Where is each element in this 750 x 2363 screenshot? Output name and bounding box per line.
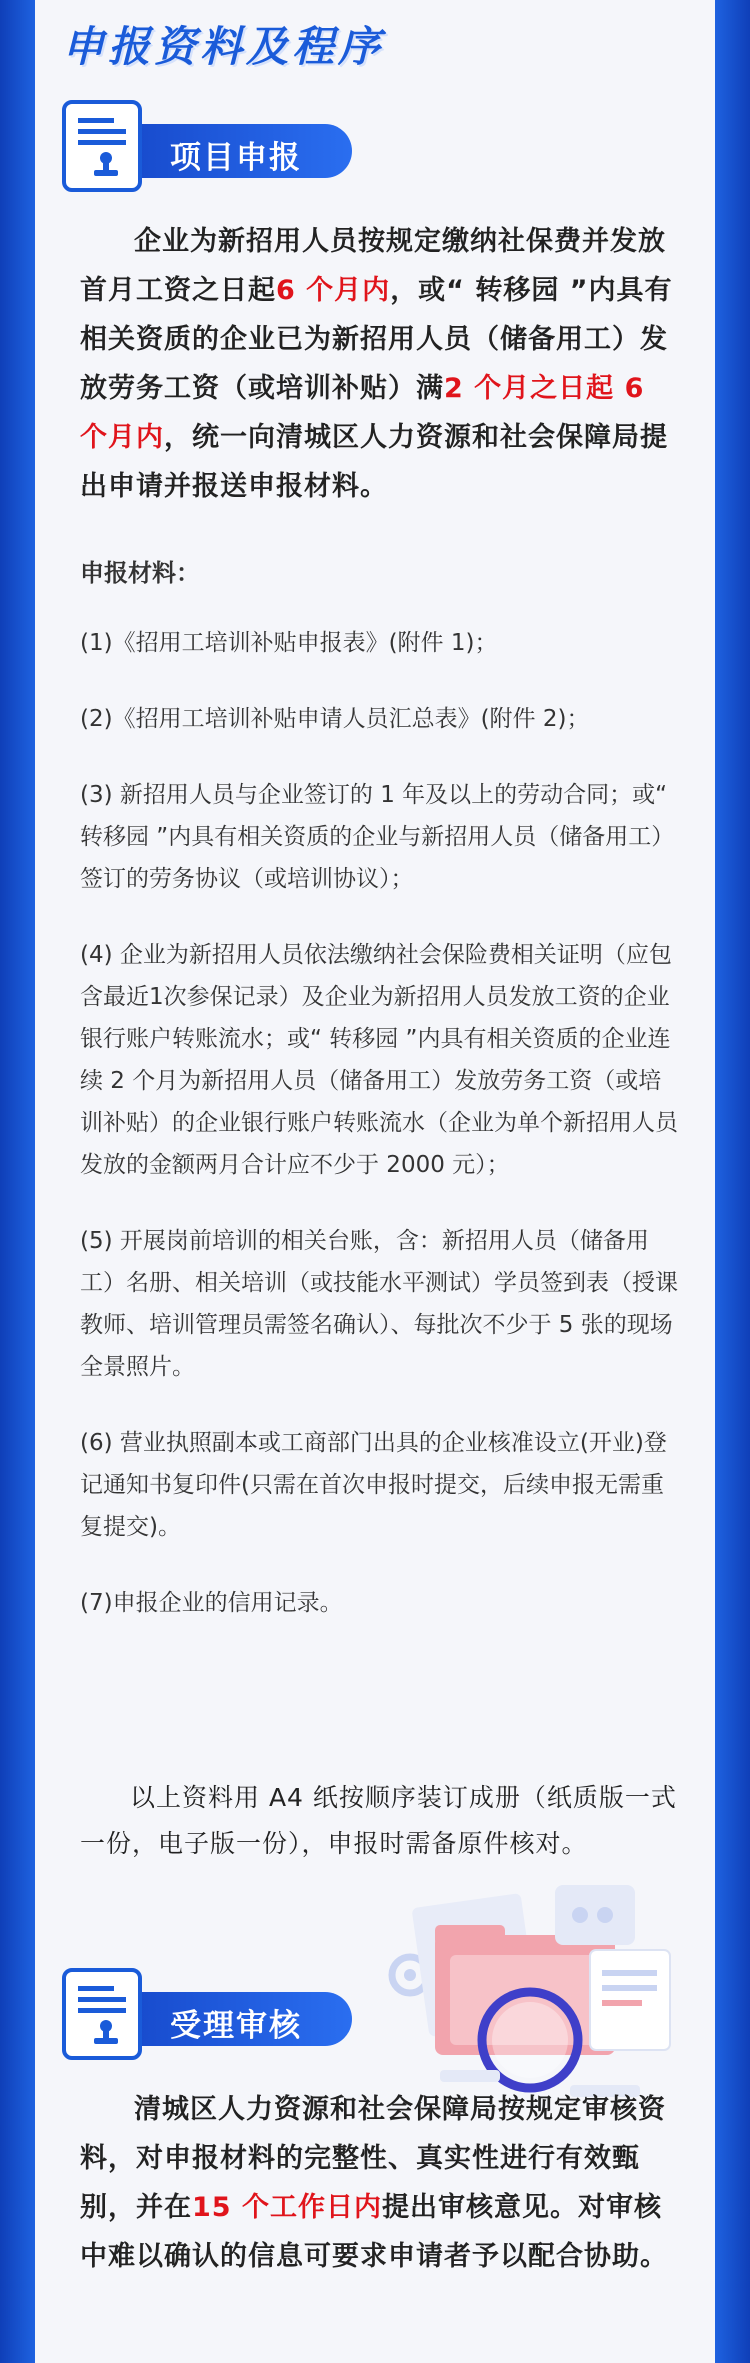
list-item: (3) 新招用人员与企业签订的 1 年及以上的劳动合同；或“ 转移园 ”内具有相关资质的企业与新招用人员（储备用工）签订的劳务协议（或培训协议）； [80, 782, 675, 892]
section-heading: 受理审核 [170, 2008, 302, 2044]
review-deadline-highlight: 15 个工作日内 [192, 2192, 382, 2223]
materials-label: 申报材料： [80, 559, 200, 587]
list-item: (5) 开展岗前培训的相关台账，含：新招用人员（储备用工）名册、相关培训（或技能水平测试）学员签到表（授课教师、培训管理员需签名确认）、每批次不少于 5 张的现场全景照片。 [80, 1228, 678, 1380]
period-highlight: 2 个月之日起 6 个月内 [80, 373, 645, 453]
left-frame [0, 0, 35, 2363]
materials-list [80, 552, 680, 1658]
section-heading: 项目申报 [170, 140, 302, 176]
right-frame [715, 0, 750, 2363]
application-paragraph: 企业为新招用人员按规定缴纳社保费并发放首月工资之日起6 个月内，或“ 转移园 ”内具有相关资质的企业已为新招用人员（储备用工）发放劳务工资（或培训补贴）满2 个月之日起 6 个月内，统一向清城区人力资源和社会保障局提出申请并报送申报材料。 [80, 226, 673, 502]
document-stamp-icon [62, 100, 142, 192]
binding-note: 以上资料用 A4 纸按顺序装订成册（纸质版一式一份，电子版一份），申报时需备原件核对。 [80, 1783, 677, 1858]
list-item: (7)申报企业的信用记录。 [80, 1590, 343, 1616]
list-item: (4) 企业为新招用人员依法缴纳社会保险费相关证明（应包含最近1次参保记录）及企业为新招用人员发放工资的企业银行账户转账流水；或“ 转移园 ”内具有相关资质的企业连续 2 个月为新招用人员（储备用工）发放劳务工资（或培训补贴）的企业银行账户转账流水（企业为单个新招用人员发放的金额两月合计应不少于 2000 元）； [80, 942, 678, 1178]
review-paragraph: 清城区人力资源和社会保障局按规定审核资料，对申报材料的完整性、真实性进行有效甄别，并在15 个工作日内提出审核意见。对审核中难以确认的信息可要求申请者予以配合协助。 [80, 2094, 668, 2272]
list-item: (6) 营业执照副本或工商部门出具的企业核准设立(开业)登记通知书复印件(只需在首次申报时提交，后续申报无需重复提交)。 [80, 1430, 667, 1540]
section-header-review [62, 1968, 362, 2064]
document-stamp-icon [62, 1968, 142, 2060]
list-item: (2)《招用工培训补贴申请人员汇总表》(附件 2)； [80, 706, 590, 732]
page-title: 申报资料及程序 [62, 22, 385, 71]
section-header-application [62, 100, 362, 196]
folder-magnifier-illustration [380, 1880, 680, 2120]
list-item: (1)《招用工培训补贴申报表》(附件 1)； [80, 630, 498, 656]
deadline-highlight: 6 个月内 [276, 275, 391, 306]
